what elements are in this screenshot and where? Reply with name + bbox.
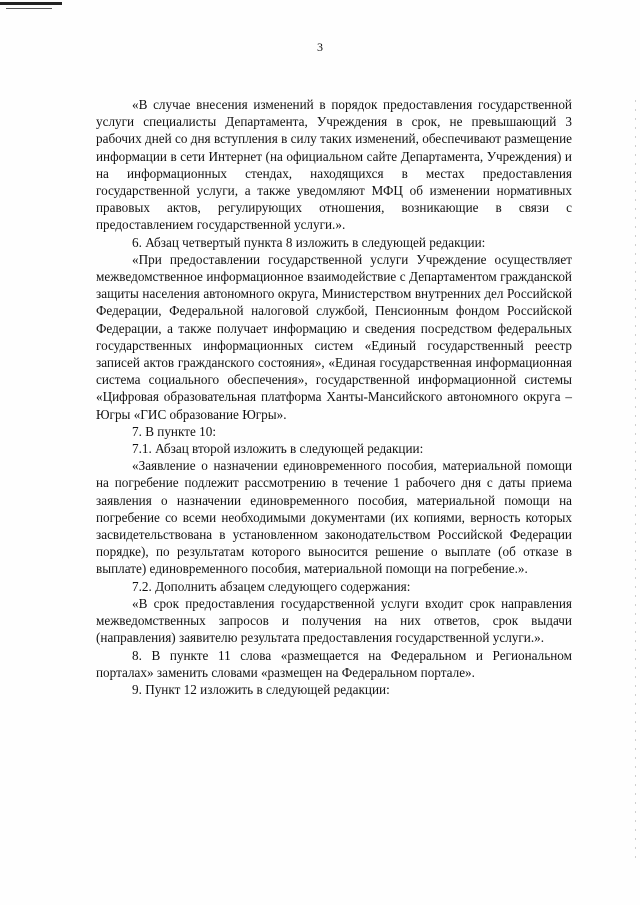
paragraph: 9. Пункт 12 изложить в следующей редакции: (132, 681, 390, 697)
paragraph: 7. В пункте 10: (132, 423, 216, 439)
paragraph: 8. В пункте 11 слова «размещается на Федеральном и Региональном порталах» заменить словами «размещен на Федеральном портале». (96, 647, 572, 680)
scan-edge-mark (0, 2, 62, 5)
paragraph: «В случае внесения изменений в порядок предоставления государственной услуги специалисты Департамента, Учреждения в срок, не превышающий 3 рабочих дней со дня вступления в силу таких изменений, обеспечивают размещение информации в сети Интернет (на официальном сайте Департамента, Учреждения) и на информационных стендах, находящихся в местах предоставления государственной услуги, а также уведомляют МФЦ об изменении нормативных правовых актов, регулирующих отношения, возникающие в связи с предоставлением государственной услуги.». (96, 97, 572, 233)
paragraph: «При предоставлении государственной услуги Учреждение осуществляет межведомственное информационное взаимодействие с Департаментом гражданской защиты населения автономного округа, Министерством внутренних дел Российской Федерации, Федеральной налоговой службой, Пенсионным фондом Российской Федерации, а также получает информацию и сведения посредством федеральных государственных информационных систем «Единый государственный реестр записей актов гражданского состояния», «Единая государственная информационная система социального обеспечения», государственной информационной системы «Цифровая образовательная платформа Ханты-Мансийского автономного округа – Югры «ГИС образование Югры». (96, 251, 572, 422)
paragraph: 6. Абзац четвертый пункта 8 изложить в следующей редакции: (132, 234, 486, 250)
paragraph: 7.1. Абзац второй изложить в следующей редакции: (132, 441, 424, 457)
paragraph: «В срок предоставления государственной услуги входит срок направления межведомственных запросов и получения на них ответов, срок выдачи (направления) заявителю результата предоставления государственной услуги.». (96, 595, 572, 646)
document-body (96, 96, 572, 698)
scan-edge-mark-thin (6, 8, 52, 9)
paragraph: 7.2. Дополнить абзацем следующего содержания: (132, 578, 411, 594)
scan-edge-dots (635, 100, 636, 860)
paragraph: «Заявление о назначении единовременного пособия, материальной помощи на погребение подлежит рассмотрению в течение 1 рабочего дня с даты приема заявления о назначении единовременного пособия, материальной помощи на погребение со всеми необходимыми документами (их копиями, верность которых засвидетельствована в установленном законодательством Российской Федерации порядке), по результатам которого выносится решение о выплате (об отказе в выплате) единовременного пособия, материальной помощи на погребение.». (96, 458, 572, 577)
page-number: 3 (317, 40, 323, 54)
